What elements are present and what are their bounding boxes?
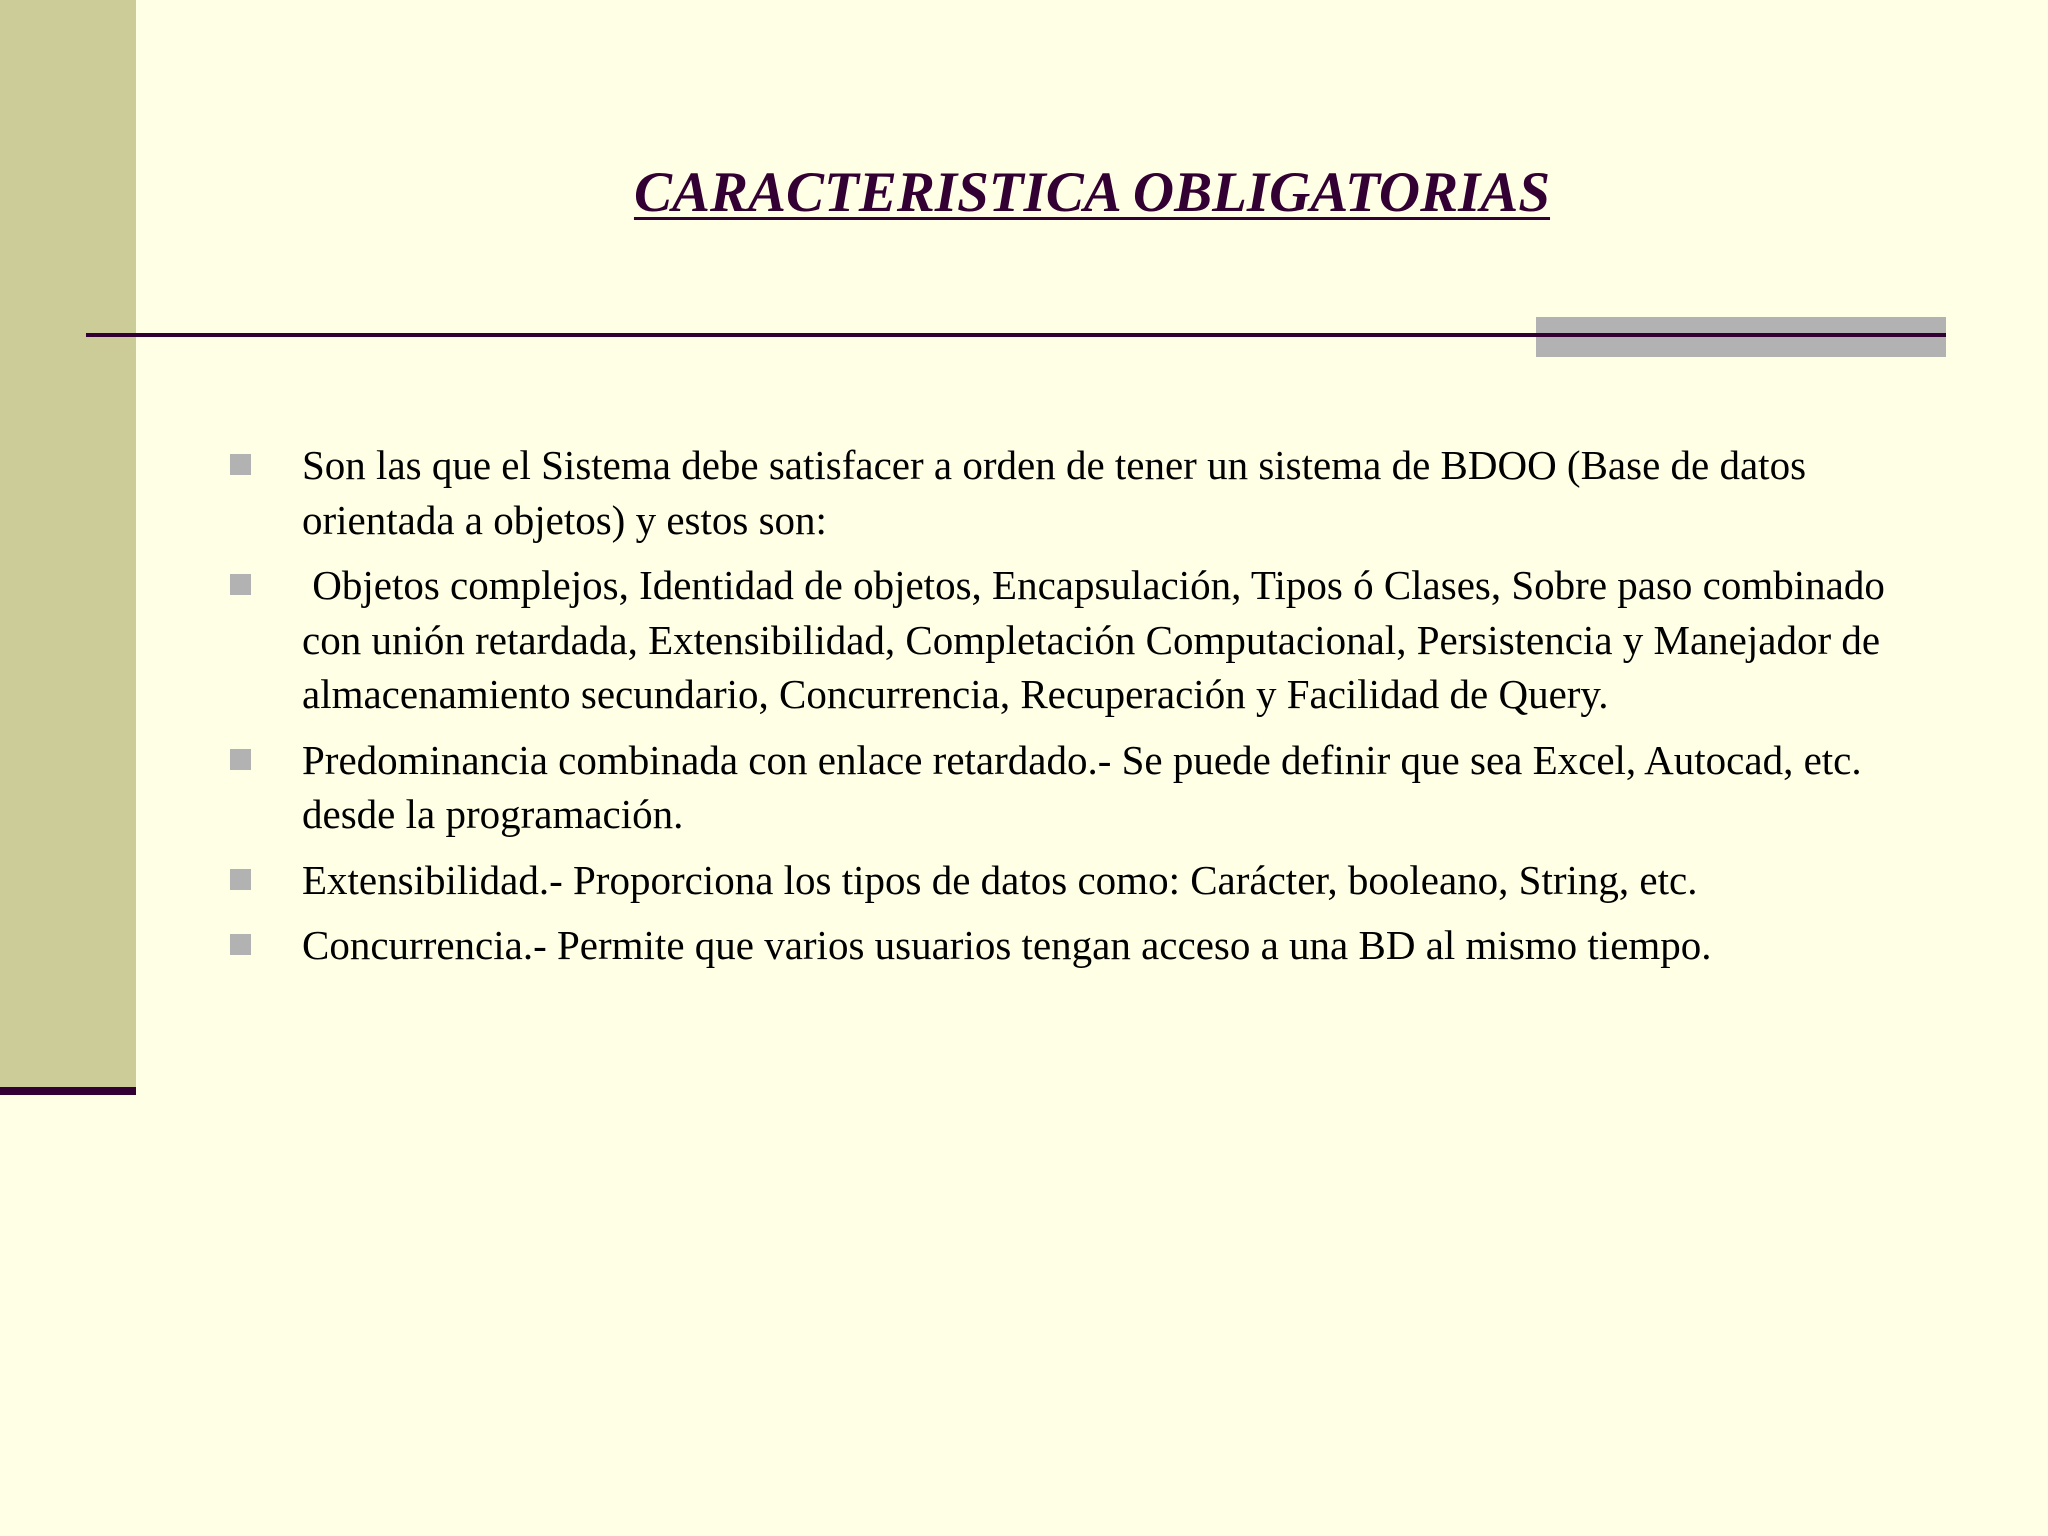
bullet-text: Concurrencia.- Permite que varios usuarios tengan acceso a una BD al mismo tiempo. (302, 922, 1712, 968)
square-bullet-icon (230, 574, 251, 595)
square-bullet-icon (230, 934, 251, 955)
list-item (228, 733, 1928, 842)
list-item (228, 558, 1928, 722)
bullet-text: Son las que el Sistema debe satisfacer a orden de tener un sistema de BDOO (Base de datos orientada a objetos) y estos son: (302, 442, 1807, 543)
bullet-text: Objetos complejos, Identidad de objetos, Encapsulación, Tipos ó Clases, Sobre paso combinado con unión retardada, Extensibilidad, Completación Computacional, Persistencia y Manejador de almacenamiento secundario, Concurrencia, Recuperación y Facilidad de Query. (302, 562, 1896, 717)
title-divider-accent-block (1536, 317, 1946, 357)
bullet-text: Predominancia combinada con enlace retardado.- Se puede definir que sea Excel, Autocad, etc. desde la programación. (302, 736, 1862, 837)
slide-title: CARACTERISTICA OBLIGATORIAS (633, 161, 1551, 224)
list-item (228, 853, 1928, 908)
side-band-bottom-rule (0, 1087, 136, 1095)
square-bullet-icon (230, 749, 251, 770)
bullet-list (228, 438, 1928, 984)
square-bullet-icon (230, 869, 251, 890)
list-item (228, 438, 1928, 547)
square-bullet-icon (230, 454, 251, 475)
list-item (228, 918, 1928, 973)
bullet-text: Extensibilidad.- Proporciona los tipos de datos como: Carácter, booleano, String, etc. (302, 856, 1698, 903)
side-band (0, 0, 136, 1087)
